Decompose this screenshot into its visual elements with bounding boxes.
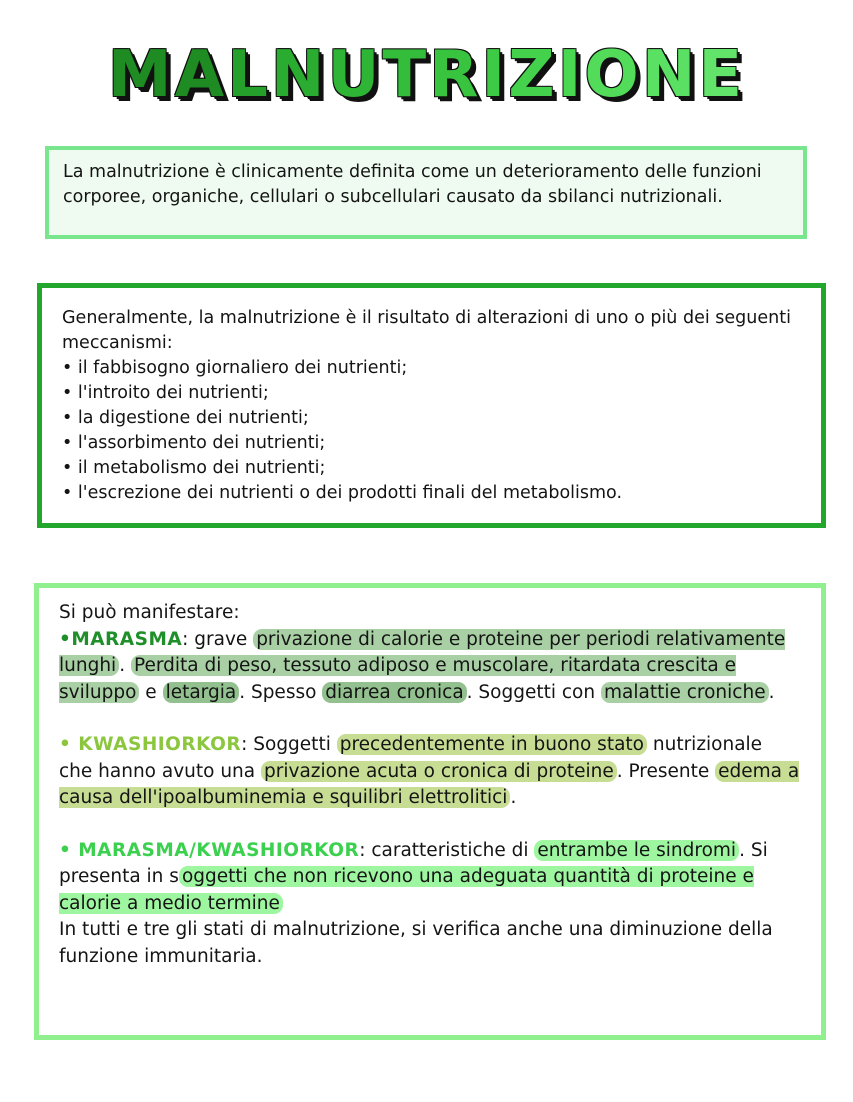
manifestations-intro: Si può manifestare: (59, 602, 240, 623)
title-letter: O (584, 38, 642, 112)
kwashiorkor-highlight-1: precedentemente in buono stato (337, 734, 647, 755)
title-letter: Z (508, 38, 558, 112)
title-letter: M (107, 38, 175, 112)
mixed-text-1: : caratteristiche di (359, 839, 535, 861)
list-item: • il metabolismo dei nutrienti; (62, 456, 801, 481)
marasma-text-2: . (119, 655, 131, 676)
kwashiorkor-highlight-3: edema a causa dell'ipoalbuminemia e squilibri elettrolitici (59, 760, 800, 808)
marasma-highlight-5: malattie croniche (601, 682, 769, 703)
mixed-bullet: • (59, 839, 79, 861)
marasma-highlight-4: diarrea cronica (322, 682, 466, 703)
title-letter: N (641, 38, 699, 112)
kwashiorkor-bullet: • (59, 734, 79, 755)
kwashiorkor-paragraph (59, 732, 801, 812)
title-letter: U (327, 38, 383, 112)
kwashiorkor-label: KWASHIORKOR (78, 734, 242, 755)
marasma-highlight-2: Perdita di peso, tessuto adiposo e muscolare, ritardata crescita e sviluppo (59, 655, 736, 703)
mechanisms-box (37, 283, 826, 528)
title-letter: N (270, 38, 328, 112)
kwashiorkor-text-2: nutrizionale che hanno avuto una (59, 734, 763, 782)
title-letter: R (429, 38, 482, 112)
title-letter: I (557, 38, 585, 112)
marasma-bullet: • (59, 628, 72, 650)
marasma-paragraph (59, 627, 801, 707)
list-item: • il fabbisogno giornaliero dei nutrienti; (62, 356, 801, 381)
kwashiorkor-text-4: . (510, 787, 517, 808)
marasma-text-4: . Spesso (239, 681, 323, 703)
mechanisms-list (62, 356, 801, 506)
kwashiorkor-text-3: . Presente (616, 760, 716, 782)
marasma-text-3: e (139, 681, 163, 703)
mixed-text-2: . Si presenta in s (59, 839, 768, 887)
title-letter: E (698, 38, 746, 112)
list-item: • l'escrezione dei nutrienti o dei prodotti finali del metabolismo. (62, 481, 801, 506)
definition-box (45, 146, 807, 239)
title-letter: A (174, 38, 228, 112)
mixed-paragraph (59, 838, 801, 918)
closing-text: In tutti e tre gli stati di malnutrizione, si verifica anche una diminuzione della funzione immunitaria. (59, 919, 773, 967)
marasma-label: MARASMA (71, 628, 183, 650)
mixed-highlight-1: entrambe le sindromi (534, 840, 739, 861)
kwashiorkor-text-1: : Soggetti (241, 734, 337, 755)
definition-text: La malnutrizione è clinicamente definita come un deterioramento delle funzioni corporee, organiche, cellulari o subcellulari causato da sbilanci nutrizionali. (63, 162, 762, 207)
kwashiorkor-highlight-2: privazione acuta o cronica di proteine (261, 761, 617, 782)
marasma-text-1: : grave (182, 628, 254, 650)
mixed-highlight-2: oggetti che non ricevono una adeguata quantità di proteine e calorie a medio termine (59, 866, 754, 914)
marasma-text-6: . (768, 681, 775, 703)
marasma-highlight-3: letargia (163, 682, 240, 703)
list-item: • l'assorbimento dei nutrienti; (62, 431, 801, 456)
mechanisms-intro: Generalmente, la malnutrizione è il risultato di alterazioni di uno o più dei seguenti meccanismi: (62, 308, 791, 353)
marasma-text-5: . Soggetti con (466, 681, 601, 703)
list-item: • la digestione dei nutrienti; (62, 406, 801, 431)
marasma-highlight-1: privazione di calorie e proteine per periodi relativamente lunghi (59, 628, 786, 676)
mixed-label: MARASMA/KWASHIORKOR (78, 839, 360, 861)
title-letter: T (382, 38, 430, 112)
list-item: • l'introito dei nutrienti; (62, 381, 801, 406)
manifestations-box (34, 583, 826, 1040)
title-letter: I (481, 38, 509, 112)
page-title (0, 30, 853, 120)
title-letter: L (227, 38, 271, 112)
